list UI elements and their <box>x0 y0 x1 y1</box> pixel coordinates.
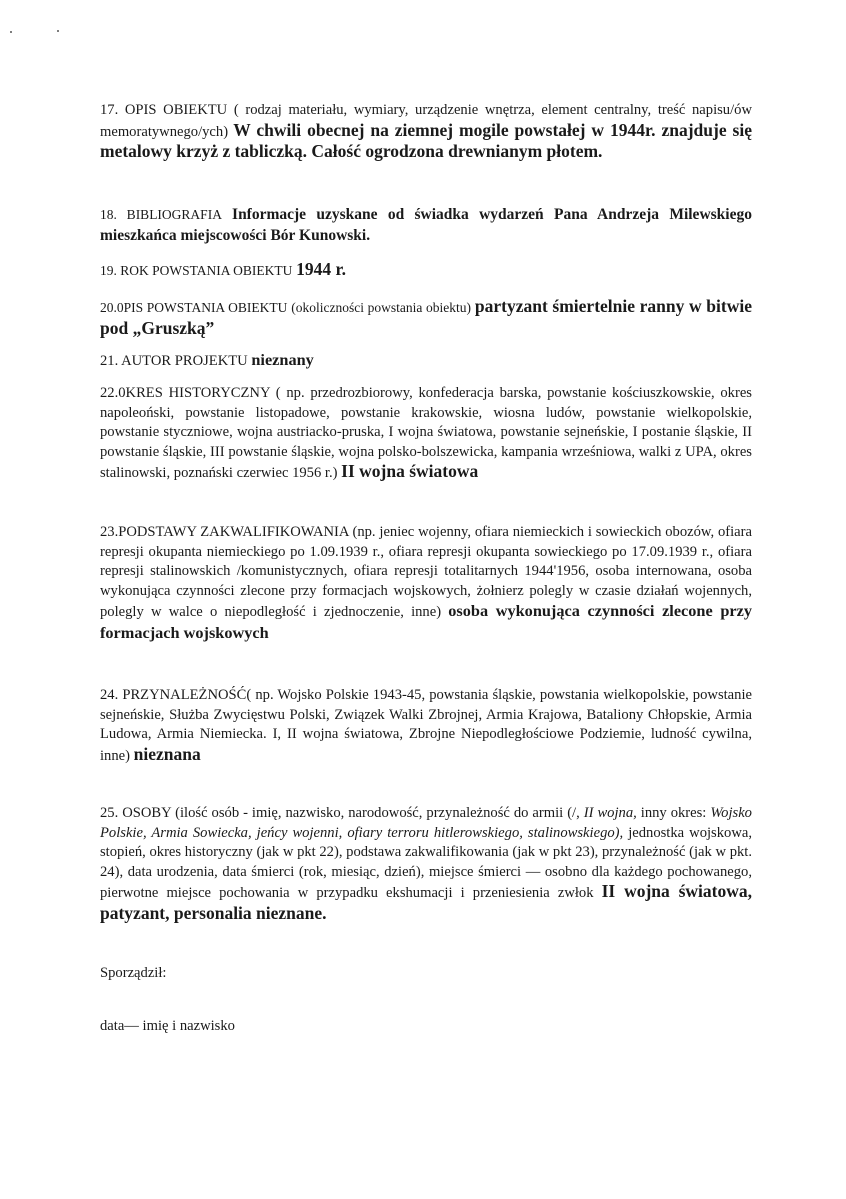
section-24-answer: nieznana <box>133 743 201 764</box>
section-18-answer: Informacje uzyskane od świadka wydarzeń Pana Andrzeja Milewskiego mieszkańca miejscowości Bór Kunowski. <box>100 206 752 244</box>
section-24 <box>100 686 752 766</box>
section-21-answer: nieznany <box>251 350 314 369</box>
section-20-label: 20.0PIS POWSTANIA OBIEKTU <box>100 300 288 315</box>
section-23-label: 23.PODSTAWY ZAKWALIFIKOWANIA <box>100 524 349 540</box>
section-21-label: 21. AUTOR PROJEKTU <box>100 353 248 369</box>
section-18-label: 18. BIBLIOGRAFIA <box>100 207 222 222</box>
scan-dot-1 <box>10 31 12 33</box>
section-22-answer: II wojna światowa <box>341 461 479 481</box>
section-22-label: 22.0KRES HISTORYCZNY <box>100 385 270 401</box>
section-25-desc-a: (ilość osób - imię, nazwisko, narodowość, przynależność do armii (/, <box>175 805 580 821</box>
section-17 <box>100 101 752 164</box>
section-22-desc: ( np. przedrozbiorowy, konfederacja barska, powstanie kościuszkowskie, okres napoleoński, powstanie listopadowe, powstanie krakowskie, wiosna ludów, powstanie wielkopolskie, powstanie styczniowe, wojna austriacko-pruska, I wojna światowa, powstanie sejneńskie, I postanie śląskie, II powstanie śląskie, III powstanie śląskie, wojna polsko-bolszewicka, kampania wrześniowa, walki z UPA, okres stalinowski, poznański czerwiec 1956 r.) <box>100 385 752 481</box>
section-24-label: 24. PRZYNALEŻNOŚĆ <box>100 687 247 703</box>
section-24-desc: ( np. Wojsko Polskie 1943-45, powstania śląskie, powstania wielkopolskie, powstanie sejneńskie, Służba Zwycięstwu Polski, Związek Walki Zbrojnej, Armia Krajowa, Bataliony Chłopskie, Armia Ludowa, Armia Niemiecka. I, II wojna światowa, Zbrojne Niepodległościowe Podziemie, ludność cywilna, inne) <box>100 687 752 764</box>
section-20-answer: partyzant śmiertelnie ranny w bitwie pod „Gruszką” <box>100 296 752 338</box>
section-25-desc-italic-a: II wojna, <box>583 805 637 821</box>
section-17-desc: ( rodzaj materiału, wymiary, urządzenie wnętrza, element centralny, treść napisu/ów memoratywnego/ych) <box>100 102 752 140</box>
section-19 <box>100 260 752 282</box>
section-19-answer: 1944 r. <box>296 259 346 279</box>
section-22 <box>100 384 752 484</box>
scan-dot-2 <box>57 30 59 32</box>
section-18 <box>100 205 752 246</box>
section-25-answer: II wojna światowa, patyzant, personalia nieznane. <box>100 881 752 923</box>
section-25-desc-italic-b: Wojsko Polskie, Armia Sowiecka, jeńcy wojenni, ofiary terroru hitlerowskiego, stalinowskiego), <box>100 805 752 841</box>
section-23 <box>100 523 752 644</box>
section-25 <box>100 804 752 925</box>
section-20-desc: (okoliczności powstania obiektu) <box>291 300 471 315</box>
section-20 <box>100 297 752 340</box>
section-25-desc-b: inny okres: <box>640 805 707 821</box>
section-17-label: 17. OPIS OBIEKTU <box>100 102 228 118</box>
section-23-desc: (np. jeniec wojenny, ofiara niemieckich i sowieckich obozów, ofiara represji okupanta niemieckiego po 1.09.1939 r., ofiara represji okupanta sowieckiego po 17.09.1939 r., ofiara represji stalinowskich /komunistycznych, ofiara represji totalitarnych 1944'1956, osoba internowana, osoba wykonująca czynności zlecone przy formacjach wojskowych, żołnierz polegly w czasie działań wojennych, polegly w walce o niepodległość i zjednoczenie, inne) <box>100 524 752 620</box>
section-17-answer: W chwili obecnej na ziemnej mogile powstałej w 1944r. znajduje się metalowy krzyż z tabliczką. Całość ogrodzona drewnianym płotem. <box>100 119 752 161</box>
section-19-label: 19. ROK POWSTANIA OBIEKTU <box>100 263 293 278</box>
section-25-desc-c: jednostka wojskowa, stopień, okres historyczny (jak w pkt 22), podstawa zakwalifikowania (jak w pkt 23), przynależność (jak w pkt. 24), data urodzenia, data śmierci (rok, miesiąc, dzień), miejsce śmierci — osobno dla każdego pochowanego, pierwotne miejsce pochowania w przypadku ekshumacji i przeniesienia zwłok <box>100 824 752 901</box>
section-25-label: 25. OSOBY <box>100 805 172 821</box>
section-21 <box>100 350 752 372</box>
date-name-line: data— imię i nazwisko <box>100 1018 235 1034</box>
section-23-answer: osoba wykonująca czynności zlecone przy formacjach wojskowych <box>100 601 752 642</box>
prepared-by: Sporządził: <box>100 965 167 981</box>
